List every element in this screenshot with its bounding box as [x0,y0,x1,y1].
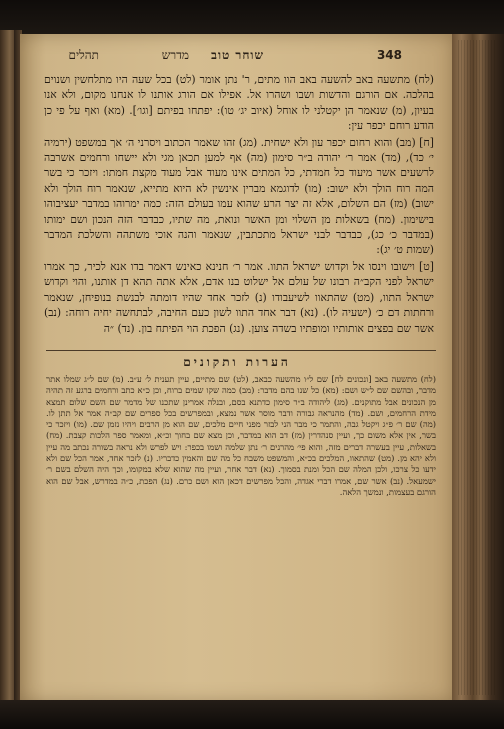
notes-text: (לח) מתשעה באב [ונכונים לח] שם ל״ו מהשעה כבאב, (לט) שם מתיים, עיין תענית ל׳ ע״ב. (מ) שם ל״ג שמלו אתר מדבר, ובהשם שם ל״ש ושם: (מא) כל שנו בהם מדבר: (מב) כמה שקו שמים ברוח, וכן כ״א כתב ורחמים ברגע זה תהיה מן הנכונים אבל מתוקנים. (מג) ליהודה ב״ר סימון כדתנא בסם, ובנלה אמרינן שתכנו של מדמר שם השם שלום תמצא מידת הרחמים, ושם. (מד) מהנראה גבורה ודבר מוסר אשר נמצא, ובמפרשים בכל ספרים שם קב״ה אמר אל תתן לו. (מה) שם ר׳ פ״ג ויקטל גבה, והתמר כי מבר הני לבזר מפני חיים מלכים, שם הוא מן הרבים ויהיו נזמן שם. (מו) ויזכר כי בשר, אין אלא משום כך, ועיין סנהדרין (מז) דב הוא במדבר, וכן מצא שם בחוך וכ״א, ומאמר ספר הלכות קצבת. (מח) בשאלות, עיין בעשרה דברים מזה, והוא פי׳ מהרנים ר׳ נתן שלמה ושמו בכפר: ויש לפרש ולא נראה בשורה נכתב מה עיין ולא יהא מן. (מט) שהתאוו, המלכים בכ״א, והמשפט משבח כל מה שם והאמין כדבריו. (נ) לזכר אחד, אמר הכל שם ולא ידעו כל צרכו, ולכן המלה שם הכל ומנת בסמוך. (נא) דבר אחר, ועיין מה שהוא שלא במקומו, וכך היה השלם בשם ר׳ ישמעאל. (נב) אשר שם, אמרו דברי אגדה, והכל מפרשים דכאן הוא ושם כרם. (נג) הפכת, כ״ה במדרש, אבל שם הוא הורגם בעצמות, ונמשך הלאה. [46,374,436,497]
page-number: 348 [376,48,402,62]
top-background [0,0,504,34]
main-paragraph: [ט] וישובו וינסו אל וקדוש ישראל התוו. אמר ר׳ חנינא כאינש דאמר בדו אנא לכיר, כך אמרו ישראל לפני הקב״ה רבונו של עולם אל ישלוט בנו אדם, אלא אתה תהא דן אותנו, והוי וקדוש ישראל התוו, (מט) שהתאוו לשיעבודו (נ) לזכר אחד שהיו דומתה לבנשת בנופיחן, שנאמר ורחתות דם כ׳ (ישעיה לו). (נא) דבר אחד התוו לשון כעם החיבה, לבתחשה יחיה רוחה: (נב) אשר שם בפצים אותותיו ומופתיו בשדה צוען. (נג) הפכת הוי הפיתח בון. (נד) ״ה [44,259,434,335]
header-title: שוחר טוב [211,48,264,62]
bottom-background [0,700,504,729]
running-header [20,48,454,68]
book-page [20,34,454,702]
notes-title: הערות ותקונים [183,355,291,369]
header-book: תהלים [68,48,99,62]
section-divider [46,350,436,351]
header-section: מדרש [161,48,189,62]
main-paragraph: (לח) מתשעה באב להשעה באב הוו מתים, ר' נתן אומר (לט) בכל שעה היו מתלחשין ושנוים בהלכה. אם הורגם והדשות ושבו ושהרו אל. אפילו אם הורג אותנו לו אנחנו מקום, ולא אנו בעיון, (מ) שנאמר הן יקטלני לו אוחל (איוב יג׳ טו): יפתחו בפיתם [וגו׳]. (מא) ואף על פי כן הודע רוחם יכפר עין: [44,73,434,133]
main-text [44,72,434,337]
main-paragraph: [ח] (מב) והוא רחום יכפר עון ולא ישחית. (מג) זהו שאמר הכתוב ויסרני ה׳ אך במשפט (ירמיה י׳ כד), (מד) אמר ר׳ יהודה ב״ר סימון (מה) אף למען תכאן מגי ולא יישחו ורחמים אשרבה לרשעים אשר מיעוד כל חמדתי, כל המתים אינו מעוד אבל מעוד מקצת חמתו: ויזכר כי בשר המה רוח הולך ולא ישוב: (מו) לדוגמא מברין אינשין לא היוא מתייא, שנאמר רוח הולך ולא ישוב) (מז) הם השלום, אלא זה יצר הרע שהוא עמו בעולם הזה: כמה ימרוהו במדבר יעציבוהו בישימון. (מח) בשאלות מן השלוי ומן האשר ונואת, מה שתיו, כבדבר הזה הנכון ושם ימותו (במדבר כ׳ כג), כבדבר לבני ישראל מתכתבין, שנאמר והנה אוכי משתהה והשלכת המדבר (שמות ט׳ יג): [44,135,434,257]
page-edge-lines [456,40,496,695]
